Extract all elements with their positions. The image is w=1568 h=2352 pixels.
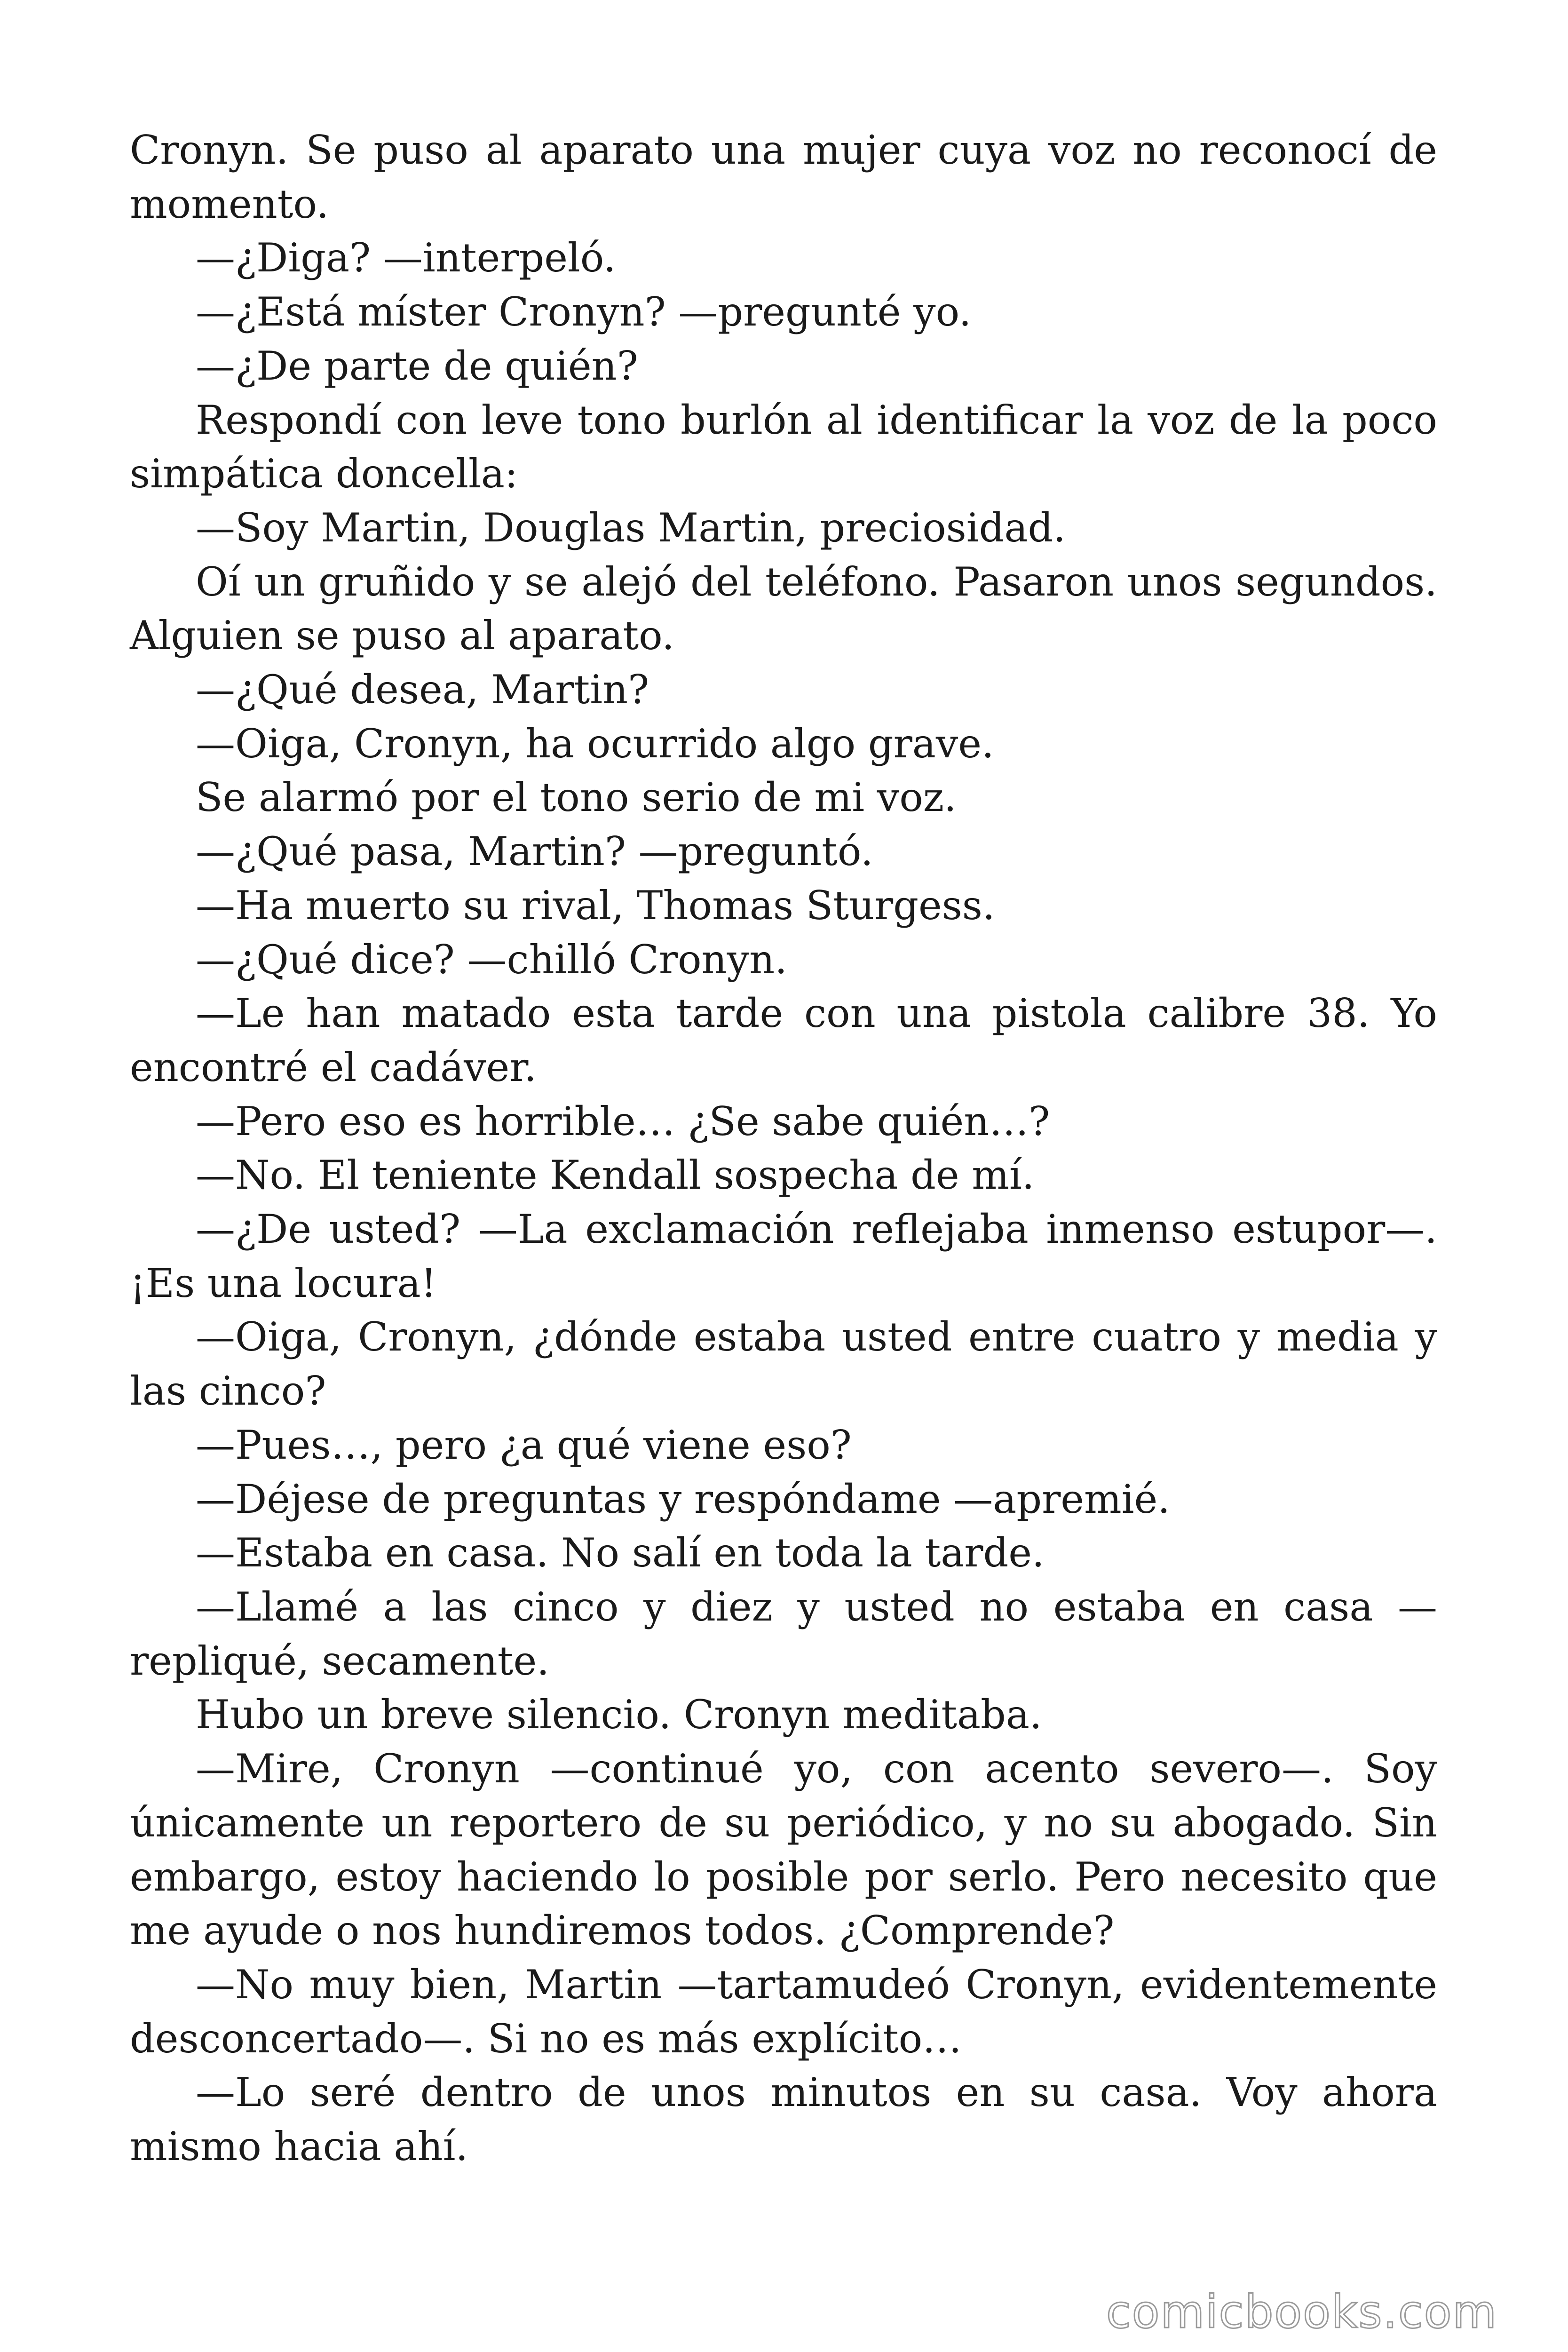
paragraph-26: —Lo seré dentro de unos minutos en su casa. Voy ahora mismo hacia ahí. — [130, 2069, 1437, 2170]
paragraph-8: —¿Qué desea, Martin? — [196, 667, 649, 713]
paragraph-21: —Estaba en casa. No salí en toda la tarde. — [196, 1530, 1045, 1576]
paragraph-19: —Pues…, pero ¿a qué viene eso? — [196, 1422, 852, 1468]
paragraph-3: —¿Está míster Cronyn? —pregunté yo. — [196, 289, 972, 335]
paragraph-5: Respondí con leve tono burlón al identificar la voz de la poco simpática doncella: — [130, 397, 1437, 497]
paragraph-10: Se alarmó por el tono serio de mi voz. — [196, 774, 957, 821]
page-body-text — [130, 123, 1437, 2174]
paragraph-2: —¿Diga? —interpeló. — [196, 235, 616, 281]
paragraph-12: —Ha muerto su rival, Thomas Sturgess. — [196, 882, 995, 929]
watermark-text: comicbooks.com — [1106, 2286, 1497, 2338]
paragraph-16: —No. El teniente Kendall sospecha de mí. — [196, 1152, 1035, 1199]
paragraph-13: —¿Qué dice? —chilló Cronyn. — [196, 936, 787, 983]
paragraph-1: Cronyn. Se puso al aparato una mujer cuya voz no reconocí de momento. — [130, 127, 1437, 227]
paragraph-18: —Oiga, Cronyn, ¿dónde estaba usted entre cuatro y media y las cinco? — [130, 1314, 1437, 1414]
paragraph-24: —Mire, Cronyn —continué yo, con acento severo—. Soy únicamente un reportero de su periódico, y no su abogado. Sin embargo, estoy haciendo lo posible por serlo. Pero necesito que me ayude o nos hundiremos todos. ¿Comprende? — [130, 1746, 1437, 1954]
paragraph-23: Hubo un breve silencio. Cronyn meditaba. — [196, 1692, 1042, 1738]
paragraph-20: —Déjese de preguntas y respóndame —apremié. — [196, 1476, 1170, 1522]
paragraph-7: Oí un gruñido y se alejó del teléfono. Pasaron unos segundos. Alguien se puso al aparato. — [130, 558, 1437, 659]
paragraph-15: —Pero eso es horrible… ¿Se sabe quién…? — [196, 1098, 1050, 1144]
paragraph-11: —¿Qué pasa, Martin? —preguntó. — [196, 828, 873, 875]
paragraph-14: —Le han matado esta tarde con una pistola calibre 38. Yo encontré el cadáver. — [130, 990, 1437, 1090]
paragraph-22: —Llamé a las cinco y diez y usted no estaba en casa —repliqué, secamente. — [130, 1583, 1437, 1684]
paragraph-6: —Soy Martin, Douglas Martin, preciosidad. — [196, 504, 1066, 551]
paragraph-9: —Oiga, Cronyn, ha ocurrido algo grave. — [196, 720, 994, 767]
paragraph-4: —¿De parte de quién? — [196, 342, 638, 389]
paragraph-25: —No muy bien, Martin —tartamudeó Cronyn, evidentemente desconcertado—. Si no es más explícito… — [130, 1961, 1437, 2062]
paragraph-17: —¿De usted? —La exclamación reflejaba inmenso estupor—. ¡Es una locura! — [130, 1206, 1437, 1306]
